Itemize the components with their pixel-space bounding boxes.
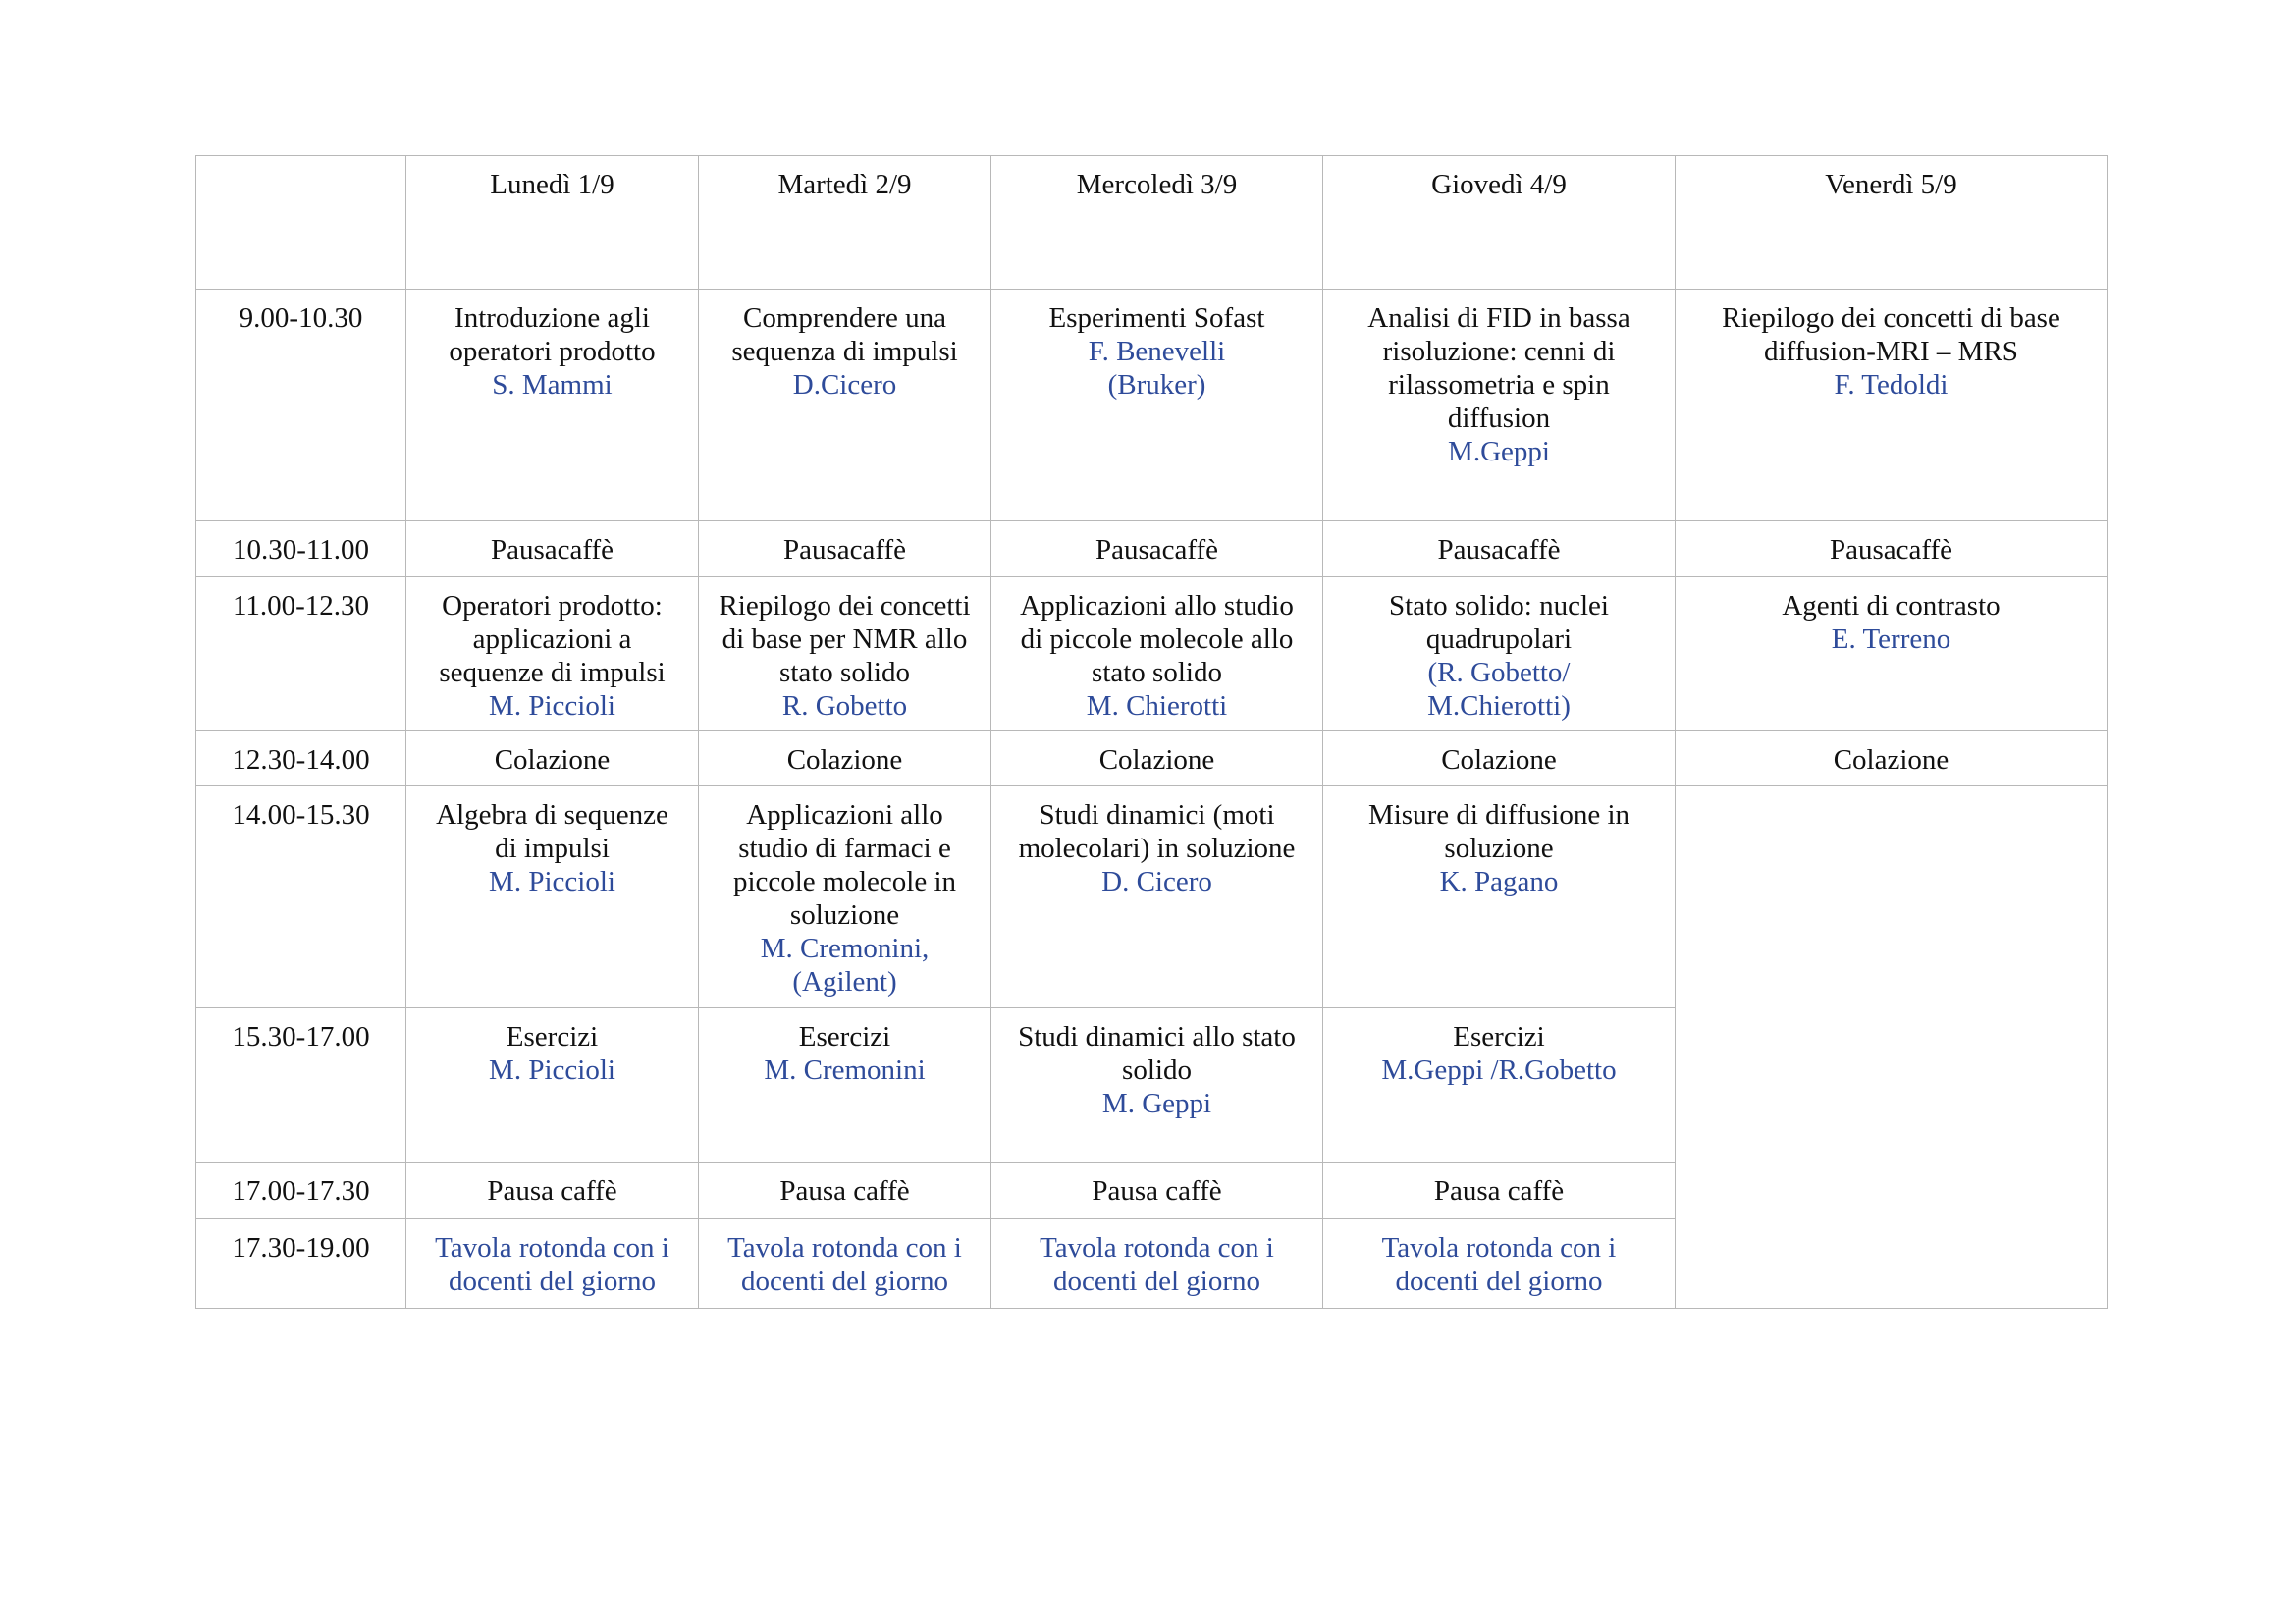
session-cell (406, 577, 699, 731)
speaker-name: M. Cremonini (764, 1055, 926, 1086)
time-cell: 12.30-14.00 (196, 731, 406, 786)
session-cell (991, 577, 1323, 731)
day-header-tuesday: Martedì 2/9 (699, 156, 991, 290)
session-cell (406, 1219, 699, 1309)
session-cell (1676, 577, 2108, 731)
speaker-name: M.Geppi /R.Gobetto (1381, 1055, 1617, 1086)
session-title-line: Agenti di contrasto (1782, 590, 2001, 622)
day-header-thursday: Giovedì 4/9 (1323, 156, 1676, 290)
break-cell: Pausa caffè (991, 1163, 1323, 1219)
roundtable-line: Tavola rotonda con i (727, 1232, 962, 1264)
session-title-line: operatori prodotto (449, 336, 656, 367)
session-title-line: Esperimenti Sofast (1048, 302, 1265, 334)
session-title-line: Applicazioni allo studio (1020, 590, 1294, 622)
session-title-line: Operatori prodotto: (442, 590, 663, 622)
break-cell: Colazione (1676, 731, 2108, 786)
session-cell (991, 290, 1323, 521)
table-row (196, 577, 2108, 731)
session-title-line: quadrupolari (1425, 623, 1573, 655)
break-cell: Pausacaffè (406, 521, 699, 577)
session-cell (699, 1008, 991, 1163)
session-title-line: di base per NMR allo (721, 623, 968, 655)
session-title-line: Esercizi (798, 1021, 891, 1053)
session-cell (1676, 290, 2108, 521)
speaker-name: D. Cicero (1101, 866, 1212, 897)
corner-cell (196, 156, 406, 290)
time-cell: 10.30-11.00 (196, 521, 406, 577)
speaker-name: R. Gobetto (781, 690, 908, 722)
session-title-line: stato solido (1092, 657, 1222, 688)
roundtable-line: Tavola rotonda con i (1381, 1232, 1617, 1264)
roundtable-line: Tavola rotonda con i (1040, 1232, 1274, 1264)
empty-friday-afternoon-cell (1676, 786, 2108, 1309)
schedule-table (195, 155, 2108, 1309)
session-title-line: Introduzione agli (454, 302, 650, 334)
session-cell (406, 786, 699, 1008)
session-title-line: molecolari) in soluzione (1018, 833, 1296, 864)
roundtable-line: docenti del giorno (448, 1266, 656, 1297)
session-cell (699, 1219, 991, 1309)
session-title-line: di impulsi (495, 833, 610, 864)
session-cell (699, 577, 991, 731)
session-cell (1323, 786, 1676, 1008)
table-row (196, 786, 2108, 1008)
session-title-line: Stato solido: nuclei (1389, 590, 1609, 622)
speaker-name: M. Piccioli (489, 1055, 615, 1086)
session-cell (406, 1008, 699, 1163)
roundtable-line: docenti del giorno (740, 1266, 948, 1297)
session-cell (1323, 1219, 1676, 1309)
session-title-line: risoluzione: cenni di (1382, 336, 1616, 367)
session-title-line: Algebra di sequenze (436, 799, 668, 831)
speaker-name: S. Mammi (492, 369, 613, 401)
day-header-wednesday: Mercoledì 3/9 (991, 156, 1323, 290)
break-cell: Pausacaffè (1323, 521, 1676, 577)
session-cell (991, 786, 1323, 1008)
session-title-line: soluzione (1444, 833, 1554, 864)
speaker-name: K. Pagano (1439, 866, 1559, 897)
session-title-line: stato solido (779, 657, 910, 688)
session-title-line: piccole molecole in (732, 866, 957, 897)
break-cell: Colazione (406, 731, 699, 786)
speaker-name: M. Piccioli (489, 866, 615, 897)
session-title-line: Misure di diffusione in (1367, 799, 1630, 831)
day-header-monday: Lunedì 1/9 (406, 156, 699, 290)
time-cell: 9.00-10.30 (196, 290, 406, 521)
session-title-line: Esercizi (1453, 1021, 1545, 1053)
speaker-name: M. Chierotti (1086, 690, 1228, 722)
session-title-line: studio di farmaci e (738, 833, 951, 864)
time-cell: 11.00-12.30 (196, 577, 406, 731)
session-cell (1323, 1008, 1676, 1163)
session-title-line: Applicazioni allo (746, 799, 943, 831)
session-cell (991, 1008, 1323, 1163)
session-title-line: Studi dinamici (moti (1039, 799, 1275, 831)
speaker-name: M. Cremonini, (760, 933, 930, 964)
roundtable-line: Tavola rotonda con i (435, 1232, 669, 1264)
roundtable-line: docenti del giorno (1395, 1266, 1603, 1297)
speaker-name: M.Geppi (1448, 436, 1550, 467)
session-cell (699, 786, 991, 1008)
session-title-line: soluzione (789, 899, 900, 931)
break-cell: Pausacaffè (699, 521, 991, 577)
break-cell: Pausacaffè (1676, 521, 2108, 577)
speaker-name: D.Cicero (792, 369, 897, 401)
session-title-line: rilassometria e spin (1388, 369, 1610, 401)
speaker-name: (R. Gobetto/ (1427, 657, 1571, 688)
session-title-line: diffusion-MRI – MRS (1764, 336, 2018, 367)
speaker-name: F. Benevelli (1088, 336, 1226, 367)
speaker-name: M. Piccioli (489, 690, 615, 722)
session-title-line: Riepilogo dei concetti di base (1722, 302, 2060, 334)
speaker-name: F. Tedoldi (1834, 369, 1949, 401)
session-title-line: sequenza di impulsi (731, 336, 958, 367)
session-title-line: Riepilogo dei concetti (719, 590, 971, 622)
table-row (196, 731, 2108, 786)
session-title-line: Studi dinamici allo stato (1018, 1021, 1296, 1053)
break-cell: Pausa caffè (406, 1163, 699, 1219)
time-cell: 14.00-15.30 (196, 786, 406, 1008)
session-title-line: Comprendere una (743, 302, 946, 334)
session-title-line: di piccole molecole allo (1020, 623, 1294, 655)
session-cell (1323, 290, 1676, 521)
time-cell: 15.30-17.00 (196, 1008, 406, 1163)
time-cell: 17.30-19.00 (196, 1219, 406, 1309)
speaker-affiliation: (Agilent) (792, 966, 897, 998)
session-title-line: solido (1122, 1055, 1192, 1086)
time-cell: 17.00-17.30 (196, 1163, 406, 1219)
session-title-line: sequenze di impulsi (439, 657, 666, 688)
break-cell: Pausa caffè (699, 1163, 991, 1219)
break-cell: Colazione (1323, 731, 1676, 786)
break-cell: Colazione (699, 731, 991, 786)
speaker-affiliation: (Bruker) (1107, 369, 1206, 401)
session-cell (699, 290, 991, 521)
session-title-line: diffusion (1447, 403, 1551, 434)
table-row (196, 290, 2108, 521)
speaker-name: M.Chierotti) (1427, 690, 1571, 722)
break-cell: Pausacaffè (991, 521, 1323, 577)
session-cell (991, 1219, 1323, 1309)
day-header-friday: Venerdì 5/9 (1676, 156, 2108, 290)
session-cell (406, 290, 699, 521)
header-row (196, 156, 2108, 290)
session-title-line: Esercizi (506, 1021, 599, 1053)
speaker-name: M. Geppi (1101, 1088, 1212, 1119)
session-title-line: Analisi di FID in bassa (1367, 302, 1630, 334)
break-cell: Pausa caffè (1323, 1163, 1676, 1219)
table-row (196, 521, 2108, 577)
session-title-line: applicazioni a (472, 623, 632, 655)
break-cell: Colazione (991, 731, 1323, 786)
speaker-name: E. Terreno (1831, 623, 1951, 655)
session-cell (1323, 577, 1676, 731)
roundtable-line: docenti del giorno (1052, 1266, 1260, 1297)
